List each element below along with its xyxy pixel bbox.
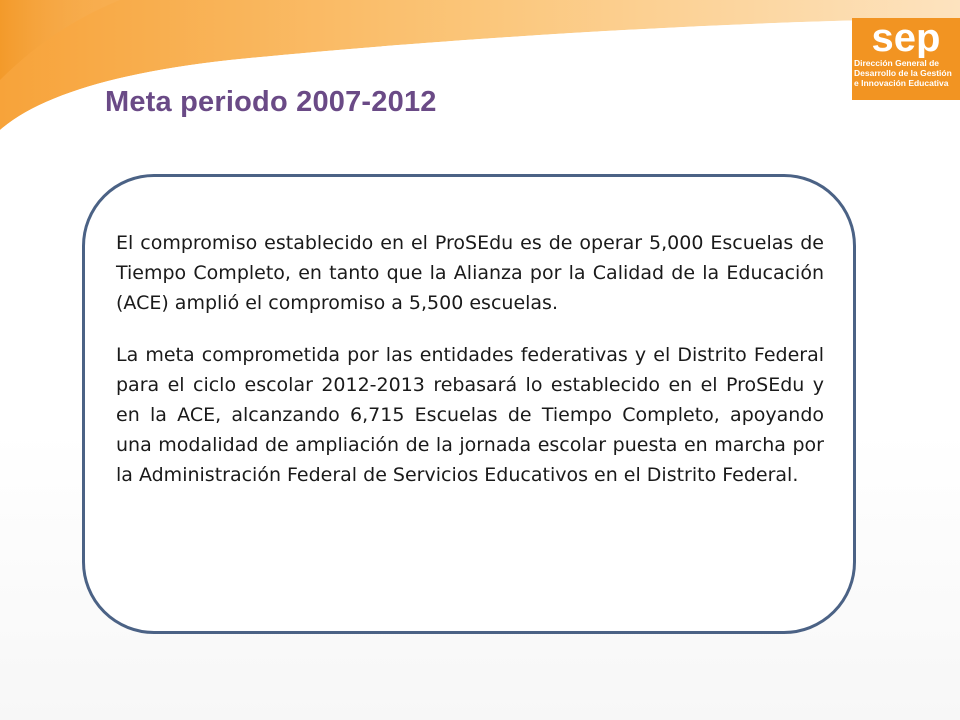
sep-logo	[852, 18, 960, 96]
sep-logo-lettering: sep	[871, 18, 941, 58]
logo-caption-line3: e Innovación Educativa	[854, 78, 949, 88]
sep-logo-mark	[852, 18, 960, 58]
content-text	[116, 228, 824, 512]
paragraph-1: El compromiso establecido en el ProSEdu es de operar 5,000 Escuelas de Tiempo Completo, en tanto que la Alianza por la Calidad de la Educación (ACE) amplió el compromiso a 5,500 escuelas.	[116, 232, 824, 314]
logo-caption	[854, 58, 960, 88]
logo-caption-line2: Desarrollo de la Gestión	[854, 68, 952, 78]
paragraph-2: La meta comprometida por las entidades federativas y el Distrito Federal para el ciclo escolar 2012-2013 rebasará lo establecido en el ProSEdu y en la ACE, alcanzando 6,715 Escuelas de Tiempo Completo, apoyando una modalidad de ampliación de la jornada escolar puesta en marcha por la Administración Federal de Servicios Educativos en el Distrito Federal.	[116, 344, 824, 486]
slide-title: Meta periodo 2007-2012	[105, 86, 437, 118]
logo-caption-line1: Dirección General de	[854, 58, 940, 68]
